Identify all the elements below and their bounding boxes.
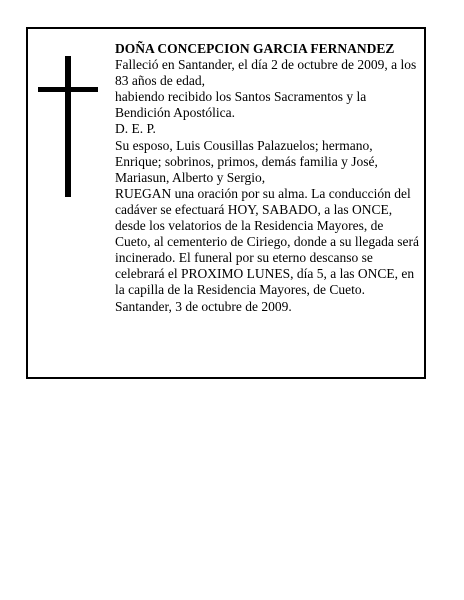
obituary-text [115,41,421,315]
family-line: Su esposo, Luis Cousillas Palazuelos; hermano, Enrique; sobrinos, primos, demás familia y José, Mariasun, Alberto y Sergio, [115,137,378,185]
deceased-name: DOÑA CONCEPCION GARCIA FERNANDEZ [115,41,395,56]
obituary-notice [26,27,426,379]
place-date-line: Santander, 3 de octubre de 2009. [115,298,292,314]
cross-icon [38,56,98,197]
cross-horizontal-bar [38,87,98,92]
funeral-details: RUEGAN una oración por su alma. La conducción del cadáver se efectuará HOY, SABADO, a las ONCE, desde los velatorios de la Residencia Mayores, de Cueto, al cementerio de Ciriego, donde a su llegada será incinerado. El funeral por su eterno descanso se celebrará el PROXIMO LUNES, día 5, a las ONCE, en la capilla de la Residencia Mayores, de Cueto. [115,185,420,298]
sacraments-line: habiendo recibido los Santos Sacramentos y la Bendición Apostólica. [115,89,367,121]
death-announcement: Falleció en Santander, el día 2 de octubre de 2009, a los 83 años de edad, [115,57,417,89]
rip-line: D. E. P. [115,121,156,137]
cross-vertical-bar [65,56,71,197]
